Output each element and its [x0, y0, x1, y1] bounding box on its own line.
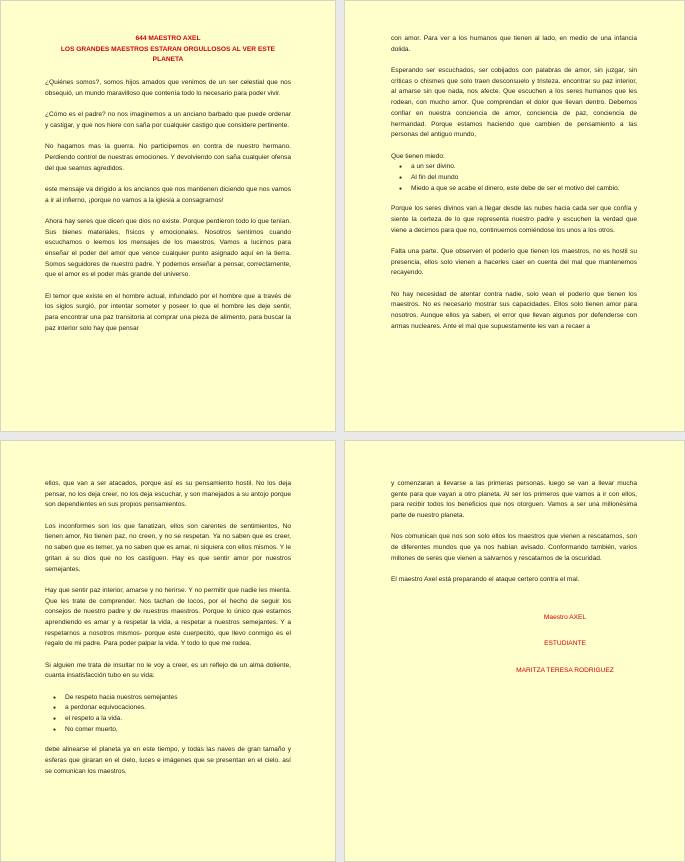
paragraph: ¿Cómo es el padre? no nos imaginemos a un anciano barbado que puede ordenar y castigar, y que nos hiere con saña por cualquier castigo que considere pertinente. — [45, 111, 291, 129]
paragraph: debe alinearse el planeta ya en este tiempo, y todas las naves de gran tamaño y esferas que giraran en el cielo, luces e imágenes que se presentan en el cielo. así se comunican los maestros. — [45, 746, 291, 775]
paragraph: ¿Quiénes somos?, somos hijos amados que venimos de un ser celestial que nos obsequió, un mundo maravilloso que contenía todo lo necesario para poder vivir. — [45, 79, 291, 97]
list-item: ● Miedo a que se acabe el dinero, este debe de ser el motivo del cambio. — [411, 184, 637, 195]
paragraph: Falta una parte. Que observen el poderío que tienen los maestros, no es hostil su presencia, ellos solo vienen a hacerles caer en cuenta del mal que mantenemos recayendo. — [391, 248, 637, 277]
paragraph: Esperando ser escuchados, ser cobijados con palabras de amor, sin juzgar, sin críticas o chismes que solo traen desconsuelo y tristeza. encontrar su paz interior, al amarse sin que nada, nos afecte. Que escuchen a los seres humanos que les rodean, con mucho amor. Que comprendan el dolor que llevan dentro. Debemos confiar en nuestra conciencia de amor, conciencia de paz, conciencia de hermandad. Porque estamos haciendo que cambien de pensamiento a las personas del antiguo mundo, — [391, 67, 637, 139]
page-1-text — [45, 34, 291, 345]
paragraph: este mensaje va dirigido a los ancianos que nos mantienen diciendo que nos vamos a ir al infierno, ¡porque no vamos a la iglesia a consagrarnos! — [45, 185, 291, 204]
signature-line-1: Maestro AXEL — [543, 613, 587, 621]
paragraph: No hagamos mas la guerra. No participemos en contra de nuestro hermano. Perdiendo control de nuestras emociones. Y devolviendo con saña cualquier ofensa del que seamos agredidos. — [45, 143, 291, 172]
page-4-text — [391, 479, 637, 690]
fear-list — [391, 162, 637, 194]
list-item: ● De respeto hacia nuestros semejantes — [65, 693, 291, 704]
paragraph: Si alguien me trata de insultar no le voy a creer, es un reflejo de un alma doliente, cuanta insatisfacción tubo en su vida: — [45, 661, 291, 680]
paragraph: Hay que sentir paz interior, amarse y no herirse. Y no permitir que nadie les mienta. Que les trate de comprender. Nos tachan de locos, por el hecho de seguir los consejos de nuestro padre y de nuestros maestros. Porque lo único que estamos aprendiendo es amar y a respetar la vida, a respetar a nuestros semejantes. Y a respetarnos a nosotros mismos- porque este cuerpecito, que llevo conmigo es el regalo de mi padre. Para poder palpar la vida. Y todo lo que me rodea. — [45, 586, 291, 648]
page-3-text — [45, 479, 291, 788]
signature-line-3: MARITZA TERESA RODRIGUEZ — [516, 667, 614, 674]
paragraph: Nos comunican que nos son solo ellos los maestros que vienen a rescatarnos, son de diferentes mundos que ya nos habían avisado. Conformando también, varios millones de seres que vienen a salvarnos y rescatarnos de la oscuridad. — [391, 533, 637, 562]
list-item: ● a perdonar equivocaciones. — [65, 703, 291, 714]
paragraph: y comenzaran a llevarse a las primeras personas. luego se van a llevar mucha gente para que vayan a otro planeta. Al ser los primeros que vamos a ir con ellos, para recibir todos los beneficios que nos otorguen. Vamos a ser una millonésima parte de nuestro planeta. — [391, 480, 637, 520]
page-3 — [0, 440, 336, 862]
paragraph: El temor que existe en el hombre actual, infundado por el hombre que a través de los siglos surgió, por intentar someter y poseer lo que el hombre les deje sentir, para encontrar una paz transitoria al comprar una pieza de alimento, para buscar la paz interior solo hay que pensar — [45, 292, 291, 332]
paragraph: con amor. Para ver a los humanos que tienen al lado, en medio de una infancia dolida. — [391, 35, 637, 53]
title-line-2: LOS GRANDES MAESTROS ESTARAN ORGULLOSOS AL VER ESTE PLANETA — [60, 45, 276, 64]
paragraph: Los inconformes son los que fanatizan, ellos son carentes de sentimientos, No tienen amor, No tienen paz, no creen, y no se respetan. Ya no saben que es creer, no saben que es temer, ya no saben que es amar, ni siquiera con ellos mismos. Y le gritan a su dios que no los castiguen. Hay es que sentir amor por nuestros semejantes. — [45, 522, 291, 573]
paragraph: Que tienen miedo: — [391, 152, 445, 160]
page-4 — [344, 440, 685, 862]
list-item: ● Al fin del mundo — [411, 173, 637, 184]
document-title — [45, 34, 291, 66]
page-1 — [0, 0, 336, 432]
lessons-list — [45, 693, 291, 736]
title-line-1: 644 MAESTRO AXEL — [135, 35, 201, 42]
list-item: ● el respeto a la vida. — [65, 714, 291, 725]
signature-block — [375, 610, 625, 679]
signature-line-2: ESTUDIANTE — [544, 640, 586, 648]
paragraph: ellos, que van a ser atacados, porque así es su pensamiento hostil. No los deja pensar, no los deja creer, no los deja escuchar, y son manejados a su antojo porque son dependientes en sus propios pensamientos. — [45, 480, 291, 509]
page-2 — [344, 0, 685, 432]
paragraph: El maestro Axel está preparando el ataque certero contra el mal. — [391, 576, 580, 584]
paragraph: Porque los seres divinos van a llegar desde las nubes hacia cada ser que confía y siente la certeza de lo que representa nuestro padre y escuchen la verdad que viene a decirnos para que no, continuemos comiéndose los unos a los otros. — [391, 205, 637, 234]
paragraph: No hay necesidad de atentar contra nadie, solo vean el poderío que tienen los maestros. No es necesario mostrar sus capacidades. Ellos solo tienen amor para nosotros. Aunque ellos ya saben, el error que llevan algunos por defenderse con armas nucleares. Ante el mal que supuestamente les van a recaer a — [391, 290, 637, 330]
page-2-text — [391, 34, 637, 343]
paragraph: Ahora hay seres que dicen que dios no existe. Porque perdieron todo lo que tenían. Sus bienes materiales, físicos y emocionales. Nosotros sentimos cuando escuchamos o leemos los mensajes de los maestros. Vamos a lucirnos para enseñar el poder del amor que vence cualquier punto asignado aquí en la tierra. Somos seguidores de nuestro padre. Y podemos enseñar a pensar, correctamente, que el amor es el poder más grande del universo. — [45, 217, 291, 279]
list-item: ● No comer muerto, — [65, 725, 291, 736]
list-item: ● a un ser divino. — [411, 162, 637, 173]
